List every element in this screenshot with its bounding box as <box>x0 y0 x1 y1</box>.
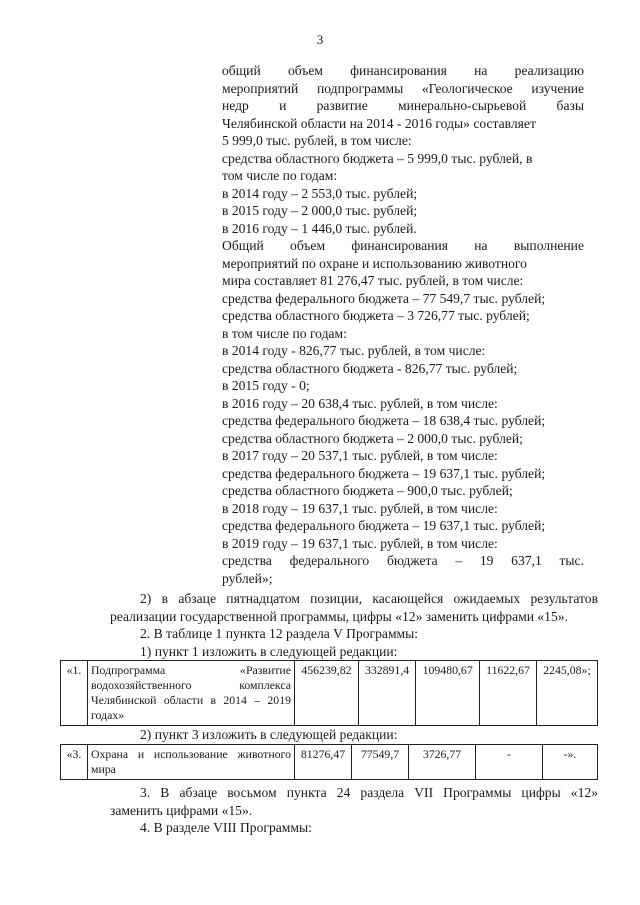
table-cell: 77549,7 <box>352 745 409 780</box>
text-line: средства областного бюджета – 5 999,0 тыс. рублей, в <box>222 150 533 166</box>
finance-block <box>222 62 584 587</box>
text-line: в том числе по годам: <box>222 325 347 341</box>
table-item-3 <box>60 744 598 780</box>
paragraph-3-4 <box>110 784 598 837</box>
text-line: в 2014 году – 2 553,0 тыс. рублей; <box>222 185 418 201</box>
text-line: в 2015 году - 0; <box>222 378 310 393</box>
text-line: 5 999,0 тыс. рублей, в том числе: <box>222 133 412 148</box>
table-cell: 109480,67 <box>416 661 480 726</box>
table-cell: 2245,08»; <box>536 661 597 726</box>
text-line: заменить цифрами «15». <box>110 802 253 818</box>
text-line: средства областного бюджета – 900,0 тыс. рублей; <box>222 483 513 498</box>
text-line: 2. В таблице 1 пункта 12 раздела V Программы: <box>140 626 419 641</box>
table-cell: «3. <box>61 745 88 780</box>
text-line: средства федерального бюджета – 19 637,1 тыс. <box>222 553 584 568</box>
text-line: 2) в абзаце пятнадцатом позиции, касающейся ожидаемых результатов <box>140 591 598 606</box>
page-number: 3 <box>316 32 324 47</box>
table-cell: 456239,82 <box>295 661 359 726</box>
text-line: мира составляет 81 276,47 тыс. рублей, в том числе: <box>222 273 524 288</box>
text-line: в 2019 году – 19 637,1 тыс. рублей, в том числе: <box>222 535 498 551</box>
text-line: средства федерального бюджета – 18 638,4 тыс. рублей; <box>222 413 546 428</box>
text-line: том числе по годам: <box>222 168 338 183</box>
text-line: недр и развитие минерально-сырьевой базы <box>222 98 584 113</box>
text-line: в 2018 году – 19 637,1 тыс. рублей, в том числе: <box>222 500 498 516</box>
text-line: Общий объем финансирования на выполнение <box>222 238 584 253</box>
text-line: в 2017 году – 20 537,1 тыс. рублей, в том числе: <box>222 448 498 463</box>
table-cell: 3726,77 <box>409 745 476 780</box>
text-line: в 2014 году - 826,77 тыс. рублей, в том числе: <box>222 343 486 358</box>
text-line: в 2015 году – 2 000,0 тыс. рублей; <box>222 203 418 218</box>
text-line: 1) пункт 1 изложить в следующей редакции: <box>140 643 398 659</box>
text-line: средства областного бюджета - 826,77 тыс. рублей; <box>222 360 518 376</box>
table-row <box>61 745 598 780</box>
table-cell: Охрана и использование животного мира <box>88 745 295 780</box>
text-line: в 2016 году – 1 446,0 тыс. рублей. <box>222 220 417 236</box>
table-cell: «1. <box>61 661 88 726</box>
table-cell: 11622,67 <box>480 661 537 726</box>
text-line: средства федерального бюджета – 77 549,7 тыс. рублей; <box>222 290 546 306</box>
text-line: реализации государственной программы, цифры «12» заменить цифрами «15». <box>110 608 568 624</box>
text-line: средства федерального бюджета – 19 637,1 тыс. рублей; <box>222 465 546 481</box>
table-cell: 332891,4 <box>358 661 415 726</box>
text-line: рублей»; <box>222 570 273 586</box>
table-cell: -». <box>543 745 598 780</box>
table-row <box>61 661 598 726</box>
table-item-1 <box>60 660 598 726</box>
table-cell: Подпрограмма «Развитие водохозяйственного комплекса Челябинской области в 2014 – 2019 годах» <box>88 661 295 726</box>
table-cell: - <box>476 745 543 780</box>
text-line: в 2016 году – 20 638,4 тыс. рублей, в том числе: <box>222 395 498 411</box>
paragraph-2 <box>110 590 598 660</box>
text-line: средства федерального бюджета – 19 637,1 тыс. рублей; <box>222 518 546 533</box>
text-line: средства областного бюджета – 3 726,77 тыс. рублей; <box>222 308 530 323</box>
item-3-intro <box>110 726 598 744</box>
text-line: 3. В абзаце восьмом пункта 24 раздела VII Программы цифры «12» <box>140 785 598 800</box>
text-line: 4. В разделе VIII Программы: <box>140 820 312 835</box>
text-line: мероприятий подпрограммы «Геологическое изучение <box>222 80 584 96</box>
text-line: общий объем финансирования на реализацию <box>222 63 584 78</box>
text-line: Челябинской области на 2014 - 2016 годы» составляет <box>222 115 536 131</box>
text-line: 2) пункт 3 изложить в следующей редакции: <box>140 727 398 742</box>
table-cell: 81276,47 <box>295 745 352 780</box>
text-line: средства областного бюджета – 2 000,0 тыс. рублей; <box>222 430 523 446</box>
text-line: мероприятий по охране и использованию животного <box>222 255 527 271</box>
